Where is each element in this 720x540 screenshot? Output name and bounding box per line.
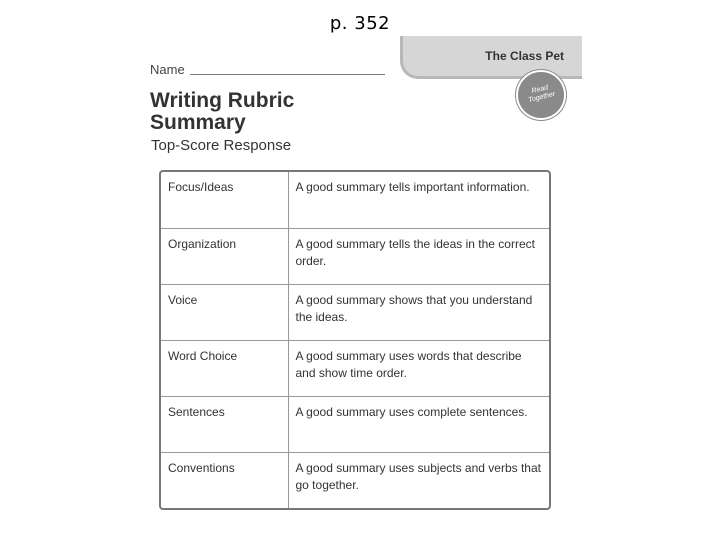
rubric-table (159, 170, 551, 510)
name-field-line[interactable] (190, 74, 385, 75)
table-row (161, 284, 549, 340)
title-line-1: Writing Rubric (150, 89, 295, 112)
criterion-cell: Focus/Ideas (161, 172, 288, 228)
criterion-cell: Voice (161, 284, 288, 340)
criterion-cell: Organization (161, 228, 288, 284)
read-together-badge-icon (516, 70, 566, 120)
story-tab (400, 36, 582, 79)
badge-label: Read Together (527, 84, 556, 105)
name-label: Name (150, 62, 185, 77)
description-cell: A good summary uses subjects and verbs that go together. (295, 460, 541, 492)
worksheet-title (150, 90, 294, 134)
table-row (161, 340, 549, 396)
worksheet-subtitle: Top-Score Response (151, 137, 292, 154)
table-row (161, 228, 549, 284)
worksheet (142, 36, 579, 516)
criterion-cell: Sentences (161, 396, 288, 452)
table-row (161, 452, 549, 508)
description-cell: A good summary uses complete sentences. (288, 396, 549, 452)
criterion-cell: Conventions (161, 452, 288, 508)
description-cell: A good summary tells important information. (288, 172, 549, 228)
story-title: The Class Pet (485, 49, 564, 63)
table-row (161, 396, 549, 452)
description-cell: A good summary shows that you understand the ideas. (288, 284, 549, 340)
criterion-cell: Word Choice (161, 340, 288, 396)
page-number: p. 352 (329, 13, 391, 34)
table-row (161, 172, 549, 228)
description-cell: A good summary tells the ideas in the correct order. (288, 228, 549, 284)
title-line-2: Summary (150, 111, 246, 134)
description-cell: A good summary uses words that describe and show time order. (288, 340, 549, 396)
